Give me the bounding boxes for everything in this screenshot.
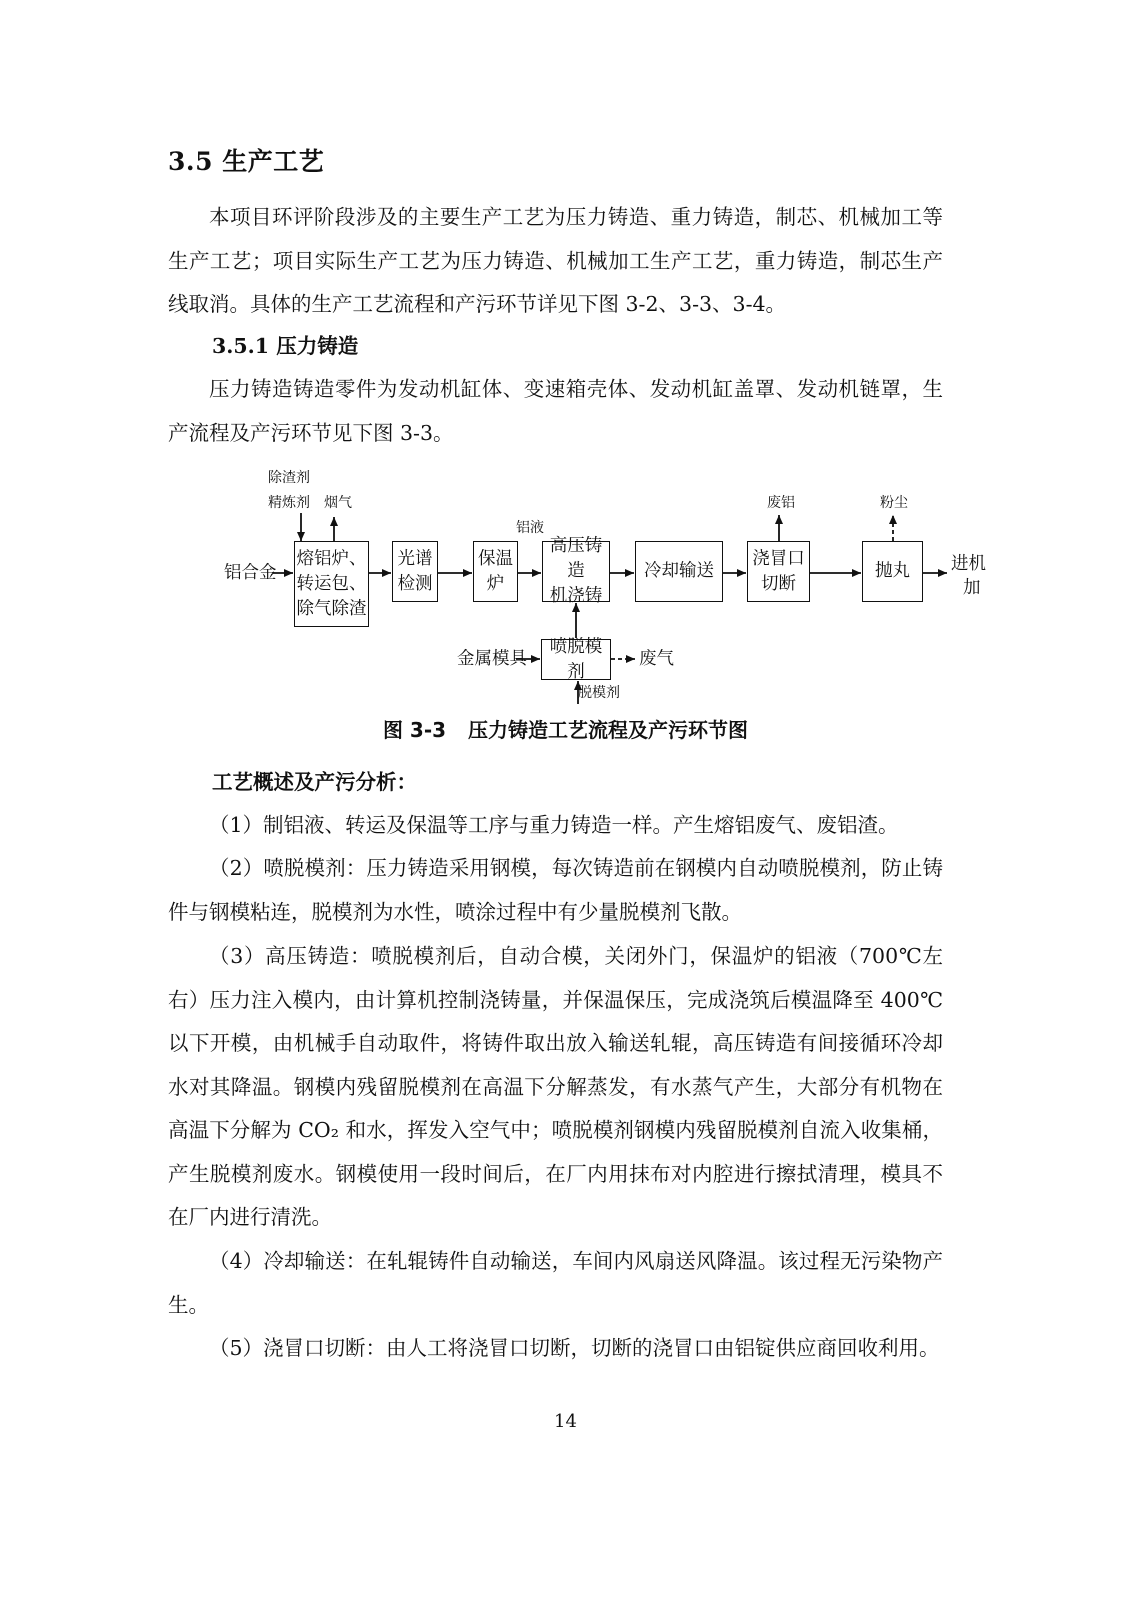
analysis-item-1: （1）制铝液、转运及保温等工序与重力铸造一样。产生熔铝废气、废铝渣。 (209, 813, 899, 837)
box-riser-cutting (747, 541, 810, 602)
al-liquid-label: 铝液 (516, 520, 544, 536)
subsection-title: 3.5.1 压力铸造 (212, 334, 359, 358)
analysis-item-2: （2）喷脱模剂：压力铸造采用钢模，每次铸造前在钢模内自动喷脱模剂，防止铸件与钢模粘连，脱模剂为水性，喷涂过程中有少量脱模剂飞散。 (168, 856, 943, 924)
box-cooling-conveying: 冷却输送 (635, 541, 723, 602)
release-agent-label: 脱模剂 (578, 685, 620, 701)
box-spray-release-agent: 喷脱模剂 (541, 639, 611, 680)
output-label-line-2: 加 (963, 578, 981, 598)
box-holding-line-2: 炉 (486, 573, 505, 594)
box-hpdc-line-2: 机浇铸 (549, 586, 603, 606)
analysis-item-5: （5）浇冒口切断：由人工将浇冒口切断，切断的浇冒口由铝锭供应商回收利用。 (209, 1336, 940, 1360)
figure-caption (0, 712, 1131, 748)
waste-al-label: 废铝 (767, 495, 795, 511)
analysis-item-4: （4）冷却输送：在轧辊铸件自动输送，车间内风扇送风降温。该过程无污染物产生。 (168, 1249, 943, 1317)
figure-caption-text: 压力铸造工艺流程及产污环节图 (468, 718, 749, 742)
process-flow-diagram (0, 0, 1131, 720)
box-high-pressure-casting (542, 536, 610, 606)
box-hpdc-line-1: 高压铸造 (549, 536, 603, 581)
page-number: 14 (554, 1411, 577, 1432)
box-riser-line-1: 浇冒口 (752, 548, 805, 569)
box-holding-furnace (473, 541, 518, 602)
analysis-item-3: （3）高压铸造：喷脱模剂后，自动合模，关闭外门，保温炉的铝液（700℃左右）压力注入模内，由计算机控制浇铸量，并保温保压，完成浇筑后模温降至 400℃以下开模，由机械手自动取件，将铸件取出放入输送轧辊，高压铸造有间接循环冷却水对其降温。钢模内残留脱模剂在高温下分解蒸发，有水蒸气产生，大部分有机物在高温下分解为 CO₂ 和水，挥发入空气中；喷脱模剂钢模内残留脱模剂自流入收集桶，产生脱模剂废水。钢模使用一段时间后，在厂内用抹布对内腔进行擦拭清理，模具不在厂内进行清洗。 (168, 944, 943, 1229)
box-riser-line-2: 切断 (761, 573, 796, 594)
flow-arrows (0, 0, 1131, 720)
section-title: 3.5 生产工艺 (168, 147, 325, 176)
box-smelting-line-3: 除气除渣 (296, 598, 367, 619)
dust-label: 粉尘 (880, 495, 908, 511)
slag-agent-label: 除渣剂 (268, 470, 310, 486)
figure-number: 图 3-3 (382, 718, 447, 742)
input-alloy-label: 铝合金 (224, 563, 277, 583)
box-holding-line-1: 保温 (478, 548, 513, 569)
analysis-heading: 工艺概述及产污分析： (212, 770, 417, 794)
metal-mold-label: 金属模具 (457, 649, 527, 669)
refining-agent-label: 精炼剂 (268, 495, 310, 511)
sub-paragraph: 压力铸造铸造零件为发动机缸体、变速箱壳体、发动机缸盖罩、发动机链罩，生产流程及产污环节见下图 3-3。 (168, 377, 943, 445)
box-smelting-line-2: 转运包、 (296, 573, 367, 594)
box-spectrometer-line-1: 光谱 (397, 548, 433, 569)
intro-paragraph: 本项目环评阶段涉及的主要生产工艺为压力铸造、重力铸造，制芯、机械加工等生产工艺；项目实际生产工艺为压力铸造、机械加工生产工艺，重力铸造，制芯生产线取消。具体的生产工艺流程和产污环节详见下图 3-2、3-3、3-4。 (168, 205, 943, 316)
box-spectrometer (392, 541, 438, 602)
box-spectrometer-line-2: 检测 (397, 573, 433, 594)
box-smelting-line-1: 熔铝炉、 (296, 548, 367, 569)
output-label (951, 552, 986, 600)
output-label-line-1: 进机 (951, 554, 986, 574)
box-smelting (294, 541, 369, 627)
box-shot-blasting: 抛丸 (862, 541, 923, 602)
fume-label: 烟气 (324, 495, 352, 511)
waste-gas-label: 废气 (639, 649, 674, 669)
